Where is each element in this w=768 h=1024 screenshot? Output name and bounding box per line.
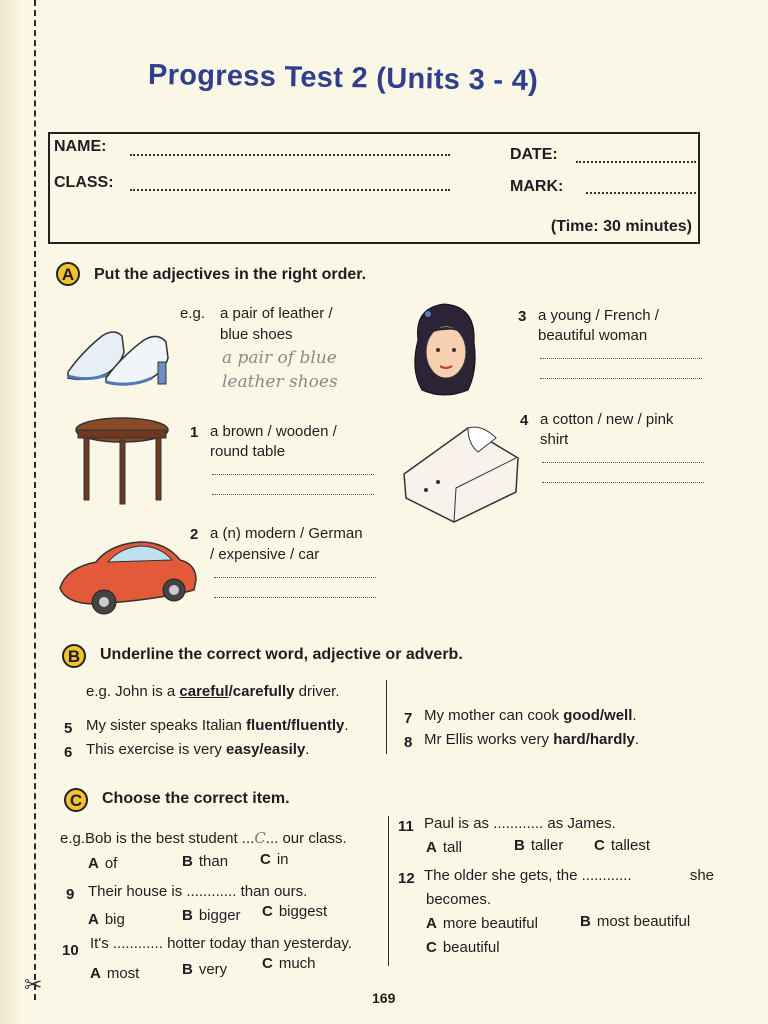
example-c-option-a: A of (88, 855, 118, 872)
date-label: DATE: (510, 146, 558, 163)
item-6-choice[interactable]: easy/easily (226, 741, 306, 758)
example-b: e.g. John is a careful/carefully driver. (86, 683, 340, 700)
item-10-option-c[interactable]: C much (262, 955, 316, 972)
item-7-number: 7 (404, 710, 413, 727)
item-9-option-a[interactable]: A big (88, 911, 125, 928)
item-7-end: . (632, 707, 637, 724)
item-1-line-2: round table (210, 443, 286, 460)
item-8-end: . (634, 731, 640, 748)
item-9: Their house is ............ than ours. (88, 883, 308, 900)
item-2-answer-line-2[interactable] (214, 597, 376, 598)
item-1-number: 1 (190, 424, 199, 441)
item-6-text: This exercise is very (86, 741, 222, 758)
item-12-option-a[interactable]: A more beautiful (426, 915, 538, 932)
item-5-number: 5 (64, 720, 73, 737)
item-1-answer-line-2[interactable] (212, 494, 374, 495)
item-1-line-1: a brown / wooden / (210, 423, 337, 440)
item-2-number: 2 (190, 526, 199, 543)
item-10-option-b[interactable]: B very (182, 961, 228, 978)
item-7-choice[interactable]: good/well (563, 707, 633, 724)
time-limit: (Time: 30 minutes) (550, 218, 692, 235)
woman-illustration (404, 300, 486, 402)
example-a-answer-1: a pair of blue (222, 348, 337, 368)
item-12-number: 12 (398, 870, 415, 887)
item-10-option-a[interactable]: A most (90, 965, 140, 982)
example-a-answer-2: leather shoes (222, 372, 338, 392)
item-10: It's ............ hotter today than yesterday. (90, 935, 352, 952)
example-c-answer: C (254, 829, 266, 847)
example-a-prefix: e.g. (180, 305, 206, 322)
section-b-instruction: Underline the correct word, adjective or adverb. (100, 646, 463, 663)
page-title: Progress Test 2 (Units 3 - 4) (147, 58, 539, 98)
date-field[interactable] (576, 161, 696, 163)
item-6-end: . (305, 741, 310, 758)
item-11-option-c[interactable]: C tallest (594, 837, 651, 854)
section-a-instruction: Put the adjectives in the right order. (94, 266, 367, 283)
item-5 (86, 716, 349, 736)
example-c-option-c: C in (260, 851, 289, 868)
shirt-illustration (398, 418, 524, 526)
item-1-answer-line-1[interactable] (212, 474, 374, 475)
item-11: Paul is as ............ as James. (424, 815, 616, 832)
item-7 (424, 706, 637, 726)
example-b-suffix: driver. (298, 683, 340, 700)
page-number: 169 (372, 990, 396, 1006)
item-2-line-2: / expensive / car (210, 546, 320, 563)
item-7-text: My mother can cook (424, 707, 560, 724)
mark-field[interactable] (586, 192, 696, 194)
item-3-number: 3 (518, 308, 527, 325)
section-c-badge: C (64, 788, 88, 812)
item-11-option-b[interactable]: B taller (514, 837, 564, 854)
example-b-word-1: careful (179, 683, 229, 700)
item-10-number: 10 (62, 942, 79, 959)
example-a-prompt-2: blue shoes (220, 326, 293, 343)
item-4-line-2: shirt (540, 431, 569, 448)
item-8 (424, 730, 639, 750)
item-4-number: 4 (520, 412, 529, 429)
item-3-line-1: a young / French / (538, 307, 659, 324)
item-9-option-b[interactable]: B bigger (182, 907, 241, 924)
item-9-number: 9 (66, 886, 75, 903)
item-5-text: My sister speaks Italian (86, 717, 242, 734)
item-6 (86, 740, 309, 760)
car-illustration (56, 534, 200, 618)
section-b-badge: B (62, 644, 86, 668)
name-label: NAME: (54, 138, 107, 155)
shoes-illustration (62, 322, 178, 388)
item-8-number: 8 (404, 734, 413, 751)
item-12-option-b[interactable]: B most beautiful (580, 913, 691, 930)
item-11-number: 11 (398, 818, 414, 835)
item-6-number: 6 (64, 744, 73, 761)
item-2-answer-line-1[interactable] (214, 577, 376, 578)
cut-line (34, 0, 36, 1000)
item-3-line-2: beautiful woman (538, 327, 648, 344)
table-illustration (72, 414, 172, 508)
item-12-line-2: becomes. (426, 891, 492, 908)
item-12: The older she gets, the ............ she (424, 867, 714, 884)
class-field[interactable] (130, 189, 450, 191)
page-edge (0, 0, 22, 1024)
item-4-line-1: a cotton / new / pink (540, 411, 674, 428)
section-c-divider (388, 816, 389, 966)
example-c-text-before: Bob is the best student ... (85, 830, 255, 847)
item-4-answer-line-1[interactable] (542, 462, 704, 463)
item-8-text: Mr Ellis works very (424, 731, 550, 748)
class-label: CLASS: (54, 174, 114, 191)
item-5-end: . (344, 717, 349, 734)
section-c-instruction: Choose the correct item. (102, 790, 290, 807)
item-4-answer-line-2[interactable] (542, 482, 704, 483)
example-b-prefix: e.g. John is a (86, 683, 176, 700)
item-5-choice[interactable]: fluent/fluently (246, 717, 345, 734)
section-b-divider (386, 680, 387, 754)
example-c-prefix: e.g. (60, 830, 86, 847)
example-a-prompt-1: a pair of leather / (220, 305, 333, 322)
item-3-answer-line-2[interactable] (540, 378, 702, 379)
student-info-box (48, 132, 700, 244)
example-c (60, 828, 347, 849)
item-12-option-c[interactable]: C beautiful (426, 939, 500, 956)
example-c-option-b: B than (182, 853, 229, 870)
item-2-line-1: a (n) modern / German (210, 525, 363, 542)
item-11-option-a[interactable]: A tall (426, 839, 463, 856)
section-a-badge: A (56, 262, 80, 286)
name-field[interactable] (130, 154, 450, 156)
mark-label: MARK: (510, 178, 564, 195)
item-8-choice[interactable]: hard/hardly (553, 731, 635, 748)
item-3-answer-line-1[interactable] (540, 358, 702, 359)
example-b-word-2: carefully (232, 683, 295, 700)
example-c-text-after: ... our class. (265, 830, 347, 847)
scissors-icon: ✂ (24, 972, 43, 997)
item-9-option-c[interactable]: C biggest (262, 903, 328, 920)
